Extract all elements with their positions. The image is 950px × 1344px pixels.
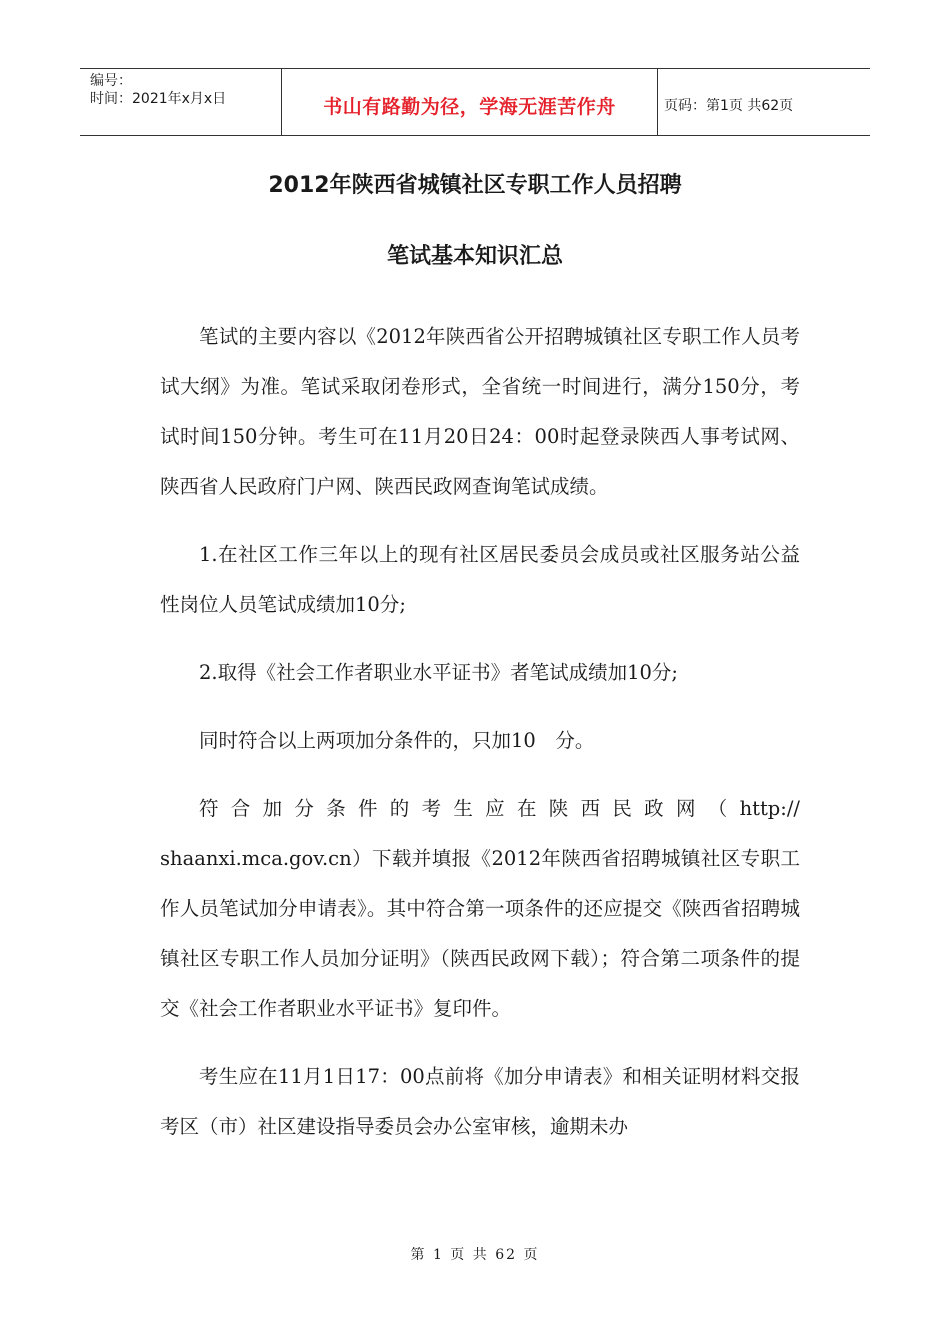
header-motto: 书山有路勤为径，学海无涯苦作舟 <box>323 95 616 118</box>
document-header <box>80 68 870 136</box>
document-title-line-2: 笔试基本知识汇总 <box>386 244 563 269</box>
paragraph-bonus-rule-1: 1.在社区工作三年以上的现有社区居民委员会成员或社区服务站公益性岗位人员笔试成绩加10分; <box>160 543 800 616</box>
paragraph-bonus-rule-2: 2.取得《社会工作者职业水平证书》者笔试成绩加10分; <box>199 661 678 684</box>
paragraph-bonus-application: 符合加分条件的考生应在陕西民政网（http:// shaanxi.mca.gov.cn）下载并填报《2012年陕西省招聘城镇社区专职工作人员笔试加分申请表》。其中符合第一项条件的还应提交《陕西省招聘城镇社区专职工作人员加分证明》（陕西民政网下载）；符合第二项条件的提交《社会工作者职业水平证书》复印件。 <box>160 797 820 1020</box>
document-date: 时间：2021年x月x日 <box>90 91 227 107</box>
paragraph-submission-deadline: 考生应在11月1日17：00点前将《加分申请表》和相关证明材料交报考区（市）社区建设指导委员会办公室审核，逾期未办 <box>160 1065 800 1138</box>
paragraph-exam-overview: 笔试的主要内容以《2012年陕西省公开招聘城镇社区专职工作人员考试大纲》为准。笔试采取闭卷形式，全省统一时间进行，满分150分，考试时间150分钟。考生可在11月20日24：00时起登录陕西人事考试网、陕西省人民政府门户网、陕西民政网查询笔试成绩。 <box>160 325 800 498</box>
document-title-line-1: 2012年陕西省城镇社区专职工作人员招聘 <box>268 173 682 198</box>
header-meta <box>80 69 282 135</box>
document-number-label: 编号： <box>90 73 132 89</box>
header-page-code: 页码：第1页 共62页 <box>664 98 794 114</box>
header-motto-cell <box>282 69 658 135</box>
paragraph-bonus-limit: 同时符合以上两项加分条件的，只加10 分。 <box>199 729 595 752</box>
document-body <box>160 312 820 1152</box>
page-footer: 第 1 页 共 62 页 <box>410 1247 540 1263</box>
